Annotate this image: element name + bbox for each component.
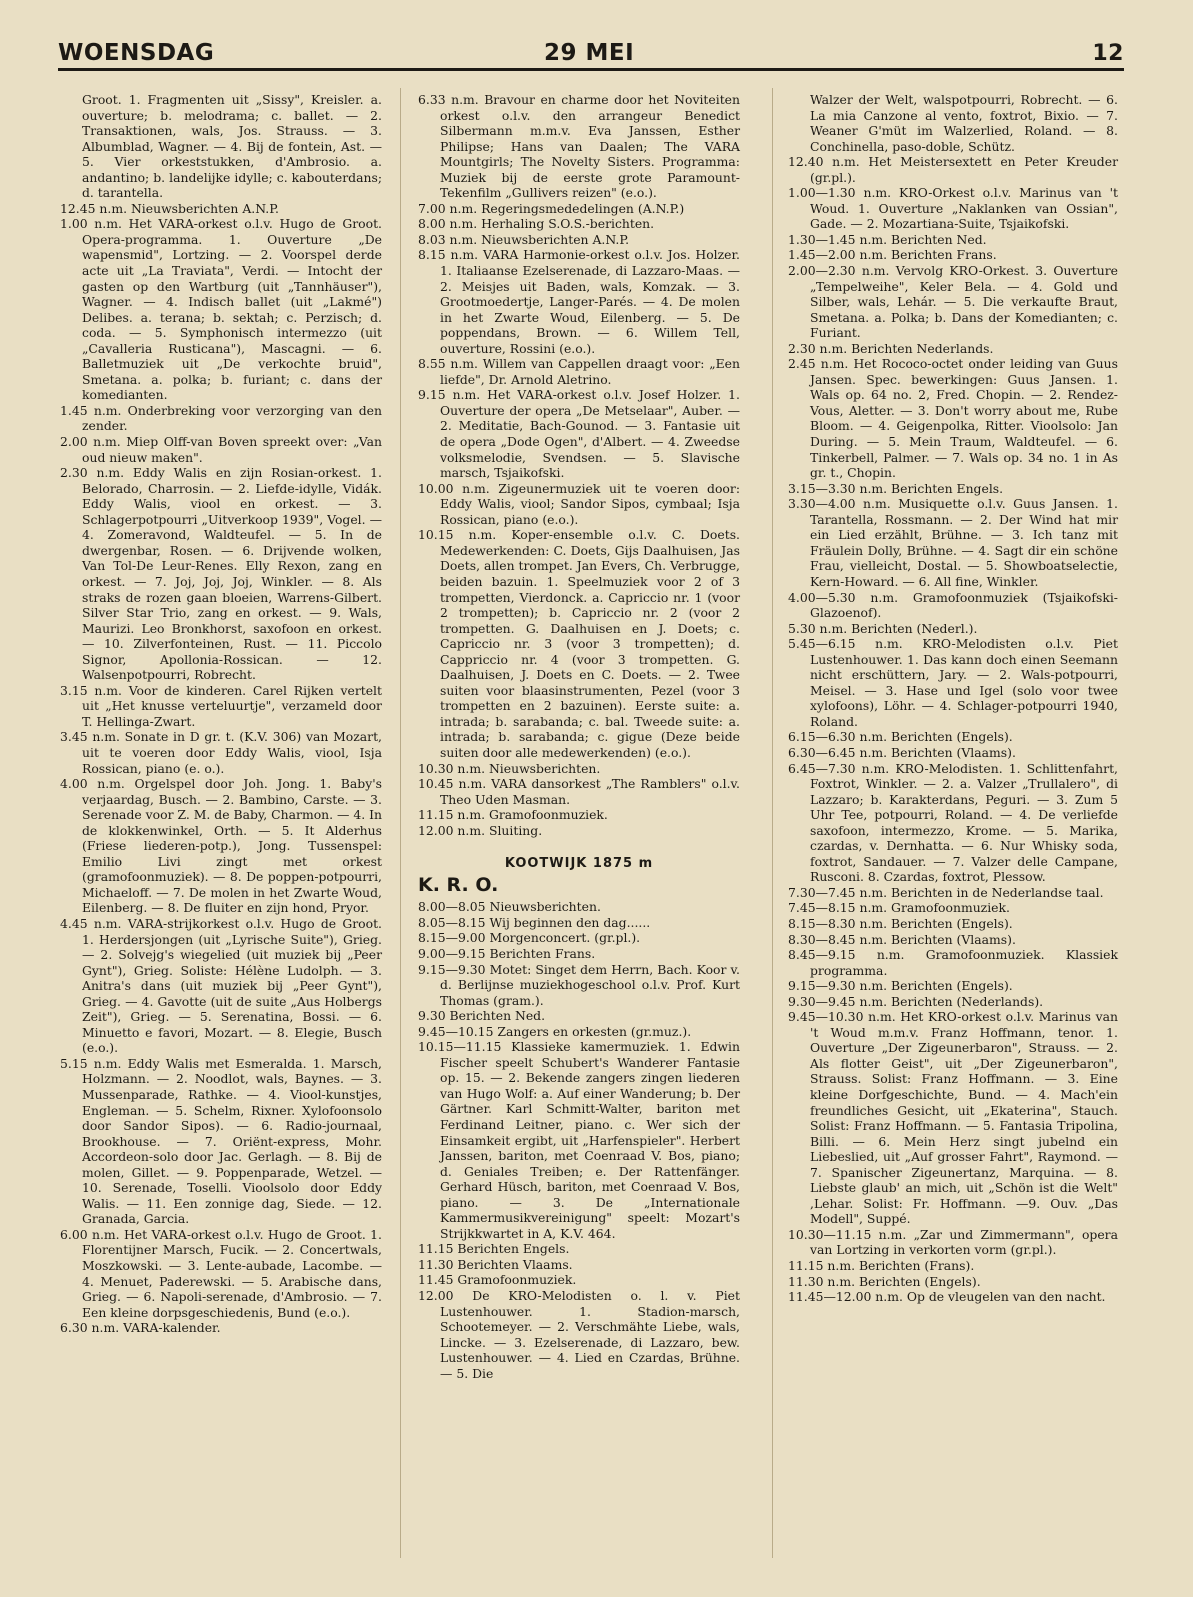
program-entry: 3.15 n.m. Voor de kinderen. Carel Rijken vertelt uit „Het knusse verteluurtje", verzameld door T. Hellinga-Zwart.: [60, 682, 382, 729]
program-entry: 11.45 Gramofoonmuziek.: [418, 1272, 577, 1288]
program-entry: 4.00—5.30 n.m. Gramofoonmuziek (Tsjaikofski-Glazoenof).: [788, 589, 1118, 621]
program-entry: 8.30—8.45 n.m. Berichten (Vlaams).: [788, 931, 1016, 947]
program-entry: 9.00—9.15 Berichten Frans.: [418, 945, 596, 961]
program-entry: 11.30 Berichten Vlaams.: [418, 1256, 573, 1272]
program-entry: 9.15—9.30 n.m. Berichten (Engels).: [788, 978, 1013, 994]
program-entry: 10.15—11.15 Klassieke kamermuziek. 1. Edwin Fischer speelt Schubert's Wanderer Fantasie op. 15. — 2. Bekende zangers zingen liederen van Hugo Wolf: a. Auf einer Wanderung; b. Der Gärtner. Karl Schmitt-Walter, bariton met Ferdinand Leitner, piano. c. Wer sich der Einsamkeit ergibt, uit „Harfenspieler". Herbert Janssen, bariton, met Coenraad V. Bos, piano; d. Geniales Treiben; e. Der Rattenfänger. Gerhard Hüsch, bariton, met Coenraad V. Bos, piano. — 3. De „Internationale Kammermusikvereinigung" speelt: Mozart's Strijkkwartet in A, K.V. 464.: [418, 1039, 740, 1241]
program-entry: Walzer der Welt, walspotpourri, Robrecht. — 6. La mia Canzone al vento, foxtrot, Bixio. — 7. Weaner G'müt im Walzerlied, Roland. — 8. Conchinella, paso-doble, Schütz.: [810, 92, 1118, 154]
program-entry: 2.30 n.m. Berichten Nederlands.: [788, 340, 994, 356]
program-entry: 1.45—2.00 n.m. Berichten Frans.: [788, 247, 997, 263]
program-entry: 3.30—4.00 n.m. Musiquette o.l.v. Guus Jansen. 1. Tarantella, Rossmann. — 2. Der Wind hat mir ein Lied erzählt, Brühne. — 3. Ich tanz mit Fräulein Dolly, Brühne. — 4. Sagt dir ein schöne Frau, vielleicht, Dostal. — 5. Showboatselectie, Kern-Howard. — 6. All fine, Winkler.: [788, 496, 1118, 589]
program-entry: 9.30 Berichten Ned.: [418, 1008, 546, 1024]
page-header: [58, 34, 1124, 71]
program-entry: 5.15 n.m. Eddy Walis met Esmeralda. 1. Marsch, Holzmann. — 2. Noodlot, wals, Baynes. — 3. Mussenparade, Rathke. — 4. Viool-kunstjes, Engleman. — 5. Schelm, Rixner. Xylofoonsolo door Sandor Sipos). — 6. Radio-journaal, Brookhouse. — 7. Oriënt-express, Mohr. Accordeon-solo door Jac. Gerlagh. — 8. Bij de molen, Gillet. — 9. Poppenparade, Wetzel. — 10. Serenade, Toselli. Vioolsolo door Eddy Walis. — 11. Een zonnige dag, Siede. — 12. Granada, Garcia.: [60, 1055, 382, 1227]
program-entry: 8.45—9.15 n.m. Gramofoonmuziek. Klassiek programma.: [788, 947, 1118, 978]
program-entry: 6.45—7.30 n.m. KRO-Melodisten. 1. Schlittenfahrt, Foxtrot, Winkler. — 2. a. Valzer „Trullalero", di Lazzaro; b. Karakterdans, Peguri. — 3. Zum 5 Uhr Tee, potpourri, Roland. — 4. De verliefde saxofoon, intermezzo, Krome. — 5. Marika, czardas, v. Dernhatta. — 6. Nur Whisky soda, foxtrot, Sandauer. — 7. Valzer delle Campane, Rusconi. 8. Czardas, foxtrot, Plessow.: [788, 760, 1118, 885]
program-entry: 8.05—8.15 Wij beginnen den dag......: [418, 914, 651, 930]
program-entry: 6.30 n.m. VARA-kalender.: [60, 1320, 221, 1336]
program-entry: 12.00 De KRO-Melodisten o. l. v. Piet Lustenhouwer. 1. Stadion-marsch, Schootemeyer. — 2. Verschmähte Liebe, wals, Lincke. — 3. Ezelserenade, di Lazzaro, bew. Lustenhouwer. — 4. Lied en Czardas, Brühne. — 5. Die: [418, 1288, 740, 1381]
program-entry: 5.30 n.m. Berichten (Nederl.).: [788, 620, 978, 636]
header-date: 29 MEI: [544, 40, 635, 66]
program-entry: 8.15—8.30 n.m. Berichten (Engels).: [788, 915, 1013, 931]
program-entry: 2.00—2.30 n.m. Vervolg KRO-Orkest. 3. Ouverture „Tempelweihe", Keler Bela. — 4. Gold und Silber, wals, Lehár. — 5. Die verkaufte Braut, Smetana. a. Polka; b. Dans der Komedianten; c. Furiant.: [788, 263, 1118, 341]
station-heading: KOOTWIJK 1875 m: [504, 856, 654, 872]
program-entry: 1.45 n.m. Onderbreking voor verzorging van den zender.: [60, 402, 382, 434]
program-entry: 9.30—9.45 n.m. Berichten (Nederlands).: [788, 993, 1044, 1009]
program-entry: 1.30—1.45 n.m. Berichten Ned.: [788, 231, 987, 247]
header-day: WOENSDAG: [58, 40, 215, 66]
column-divider: [772, 88, 773, 1558]
program-entry: 6.33 n.m. Bravour en charme door het Noviteiten orkest o.l.v. den arrangeur Benedict Silbermann m.m.v. Eva Janssen, Esther Philipse; Hans van Daalen; The VARA Mountgirls; The Novelty Sisters. Programma: Muziek bij de eerste grote Paramount-Tekenfilm „Gullivers reizen" (e.o.).: [418, 92, 740, 201]
program-entry: 11.45—12.00 n.m. Op de vleugelen van den nacht.: [788, 1289, 1106, 1305]
program-entry: 12.45 n.m. Nieuwsberichten A.N.P.: [60, 200, 279, 216]
program-entry: 9.45—10.15 Zangers en orkesten (gr.muz.).: [418, 1023, 692, 1039]
program-entry: 2.00 n.m. Miep Olff-van Boven spreekt over: „Van oud nieuw maken".: [60, 434, 382, 465]
program-entry: 4.00 n.m. Orgelspel door Joh. Jong. 1. Baby's verjaardag, Busch. — 2. Bambino, Carste. — 3. Serenade voor Z. M. de Baby, Charmon. — 4. In de klokkenwinkel, Orth. — 5. It Alderhus (Friese liederen-potp.), Jong. Tussenspel: Emilio Livi zingt met orkest (gramofoonmuziek). — 8. De poppen-potpourri, Michaeloff. — 7. De molen in het Zwarte Woud, Eilenberg. — 8. De fluiter en zijn hond, Pryor.: [60, 776, 382, 916]
program-entry: 10.30—11.15 n.m. „Zar und Zimmermann", opera van Lortzing in verkorten vorm (gr.pl.).: [788, 1226, 1118, 1258]
program-entry: 10.15 n.m. Koper-ensemble o.l.v. C. Doets. Medewerkenden: C. Doets, Gijs Daalhuisen, Jas Doets, allen trompet. Jan Evers, Ch. Verbrugge, beiden bazuin. 1. Speelmuziek voor 2 of 3 trompetten, Vierdonck. a. Capriccio nr. 1 (voor 2 trompetten); b. Capriccio nr. 2 (voor 2 trompetten. G. Daalhuisen en J. Doets; c. Capriccio nr. 3 (voor 3 trompetten); d. Cappriccio nr. 4 (voor 3 trompetten. G. Daalhuisen, J. Doets en C. Doets. — 2. Twee suiten voor blaasinstrumenten, Pezel (voor 3 trompetten en 2 bazuinen). Eerste suite: a. intrada; b. sarabanda; c. bal. Tweede suite: a. intrada; b. sarabanda; c. gigue (Deze beide suiten door alle medewerkenden) (e.o.).: [418, 527, 740, 760]
program-entry: 6.00 n.m. Het VARA-orkest o.l.v. Hugo de Groot. 1. Florentijner Marsch, Fucik. — 2. Concertwals, Moszkowski. — 3. Lente-aubade, Lacombe. — 4. Menuet, Paderewski. — 5. Arabische dans, Grieg. — 6. Napoli-serenade, d'Ambrosio. — 7. Een kleine dorpsgeschiedenis, Bund (e.o.).: [60, 1226, 382, 1320]
program-entry: 7.45—8.15 n.m. Gramofoonmuziek.: [788, 900, 1010, 916]
program-entry: 11.15 n.m. Gramofoonmuziek.: [418, 807, 608, 823]
program-entry: 8.00—8.05 Nieuwsberichten.: [418, 899, 601, 915]
column-2-bottom: [418, 899, 740, 1381]
header-page-number: 12: [1092, 41, 1124, 66]
program-entry: 3.15—3.30 n.m. Berichten Engels.: [788, 480, 1004, 496]
program-entry: 1.00 n.m. Het VARA-orkest o.l.v. Hugo de Groot. Opera-programma. 1. Ouverture „De wapensmid", Lortzing. — 2. Voorspel derde acte uit „La Traviata", Verdi. — Intocht der gasten op den Wartburg (uit „Tannhäuser"), Wagner. — 4. Indisch ballet (uit „Lakmé") Delibes. a. terana; b. sektah; c. Perzisch; d. coda. — 5. Symphonisch intermezzo (uit „Cavalleria Rusticana"), Mascagni. — 6. Balletmuziek uit „De verkochte bruid", Smetana. a. polka; b. furiant; c. dans der komedianten.: [60, 216, 382, 403]
program-entry: 11.30 n.m. Berichten (Engels).: [788, 1273, 981, 1289]
program-entry: 1.00—1.30 n.m. KRO-Orkest o.l.v. Marinus van 't Woud. 1. Ouverture „Naklanken van Ossian", Gade. — 2. Mozartiana-Suite, Tsjaikofski.: [788, 185, 1118, 232]
program-entry: 3.45 n.m. Sonate in D gr. t. (K.V. 306) van Mozart, uit te voeren door Eddy Walis, viool, Isja Rossican, piano (e. o.).: [60, 729, 382, 776]
broadcaster-heading: K. R. O.: [418, 873, 499, 896]
program-entry: 8.03 n.m. Nieuwsberichten A.N.P.: [418, 231, 630, 247]
column-3: [788, 92, 1118, 1305]
program-entry: 10.45 n.m. VARA dansorkest „The Ramblers" o.l.v. Theo Uden Masman.: [418, 776, 740, 807]
program-entry: 6.15—6.30 n.m. Berichten (Engels).: [788, 729, 1013, 745]
column-1: [60, 92, 382, 1336]
program-entry: 11.15 Berichten Engels.: [418, 1241, 570, 1257]
program-entry: 9.45—10.30 n.m. Het KRO-orkest o.l.v. Marinus van 't Woud m.m.v. Franz Hoffmann, tenor. 1. Ouverture „Der Zigeunerbaron", Strauss. — 2. Als flotter Geist", uit „Der Zigeunerbaron", Strauss. Solist: Franz Hoffmann. — 3. Eine kleine Dorfgeschichte, Bund. — 4. Mach'ein freundliches Gesicht, uit „Ekaterina", Stauch. Solist: Franz Hoffmann. — 5. Fantasia Tripolina, Billi. — 6. Mein Herz singt jubelnd ein Liebeslied, uit „Auf grosser Fahrt", Raymond. — 7. Spanischer Zigeunertanz, Marquina. — 8. Liebste glaub' an mich, uit „Schön ist die Welt" ,Lehar. Solist: Fr. Hoffmann. —9. Ouv. „Das Modell", Suppé.: [788, 1009, 1118, 1227]
column-2-top: [418, 92, 740, 838]
program-entry: 2.30 n.m. Eddy Walis en zijn Rosian-orkest. 1. Belorado, Charrosin. — 2. Liefde-idylle, Vidák. Eddy Walis, viool en orkest. — 3. Schlagerpotpourri „Uitverkoop 1939", Vogel. — 4. Zomeravond, Waldteufel. — 5. In de dwergenbar, Rosen. — 6. Drijvende wolken, Van Tol-De Leur-Renes. Elly Rexon, zang en orkest. — 7. Joj, Joj, Joj, Winkler. — 8. Als straks de rozen gaan bloeien, Warrens-Gilbert. Silver Star Trio, zang en orkest. — 9. Wals, Maurizi. Leo Bronkhorst, saxofoon en orkest. — 10. Zilverfonteinen, Rust. — 11. Piccolo Signor, Apollonia-Rossican. — 12. Walsenpotpourri, Robrecht.: [60, 465, 382, 683]
program-entry: 8.15 n.m. VARA Harmonie-orkest o.l.v. Jos. Holzer. 1. Italiaanse Ezelserenade, di Lazzaro-Maas. — 2. Meisjes uit Baden, wals, Komzak. — 3. Grootmoedertje, Langer-Parés. — 4. De molen in het Zwarte Woud, Eilenberg. — 5. De poppendans, Brown. — 6. Willem Tell, ouverture, Rossini (e.o.).: [418, 247, 740, 356]
program-entry: 2.45 n.m. Het Rococo-octet onder leiding van Guus Jansen. Spec. bewerkingen: Guus Jansen. 1. Wals op. 64 no. 2, Fred. Chopin. — 2. Rendez-Vous, Aletter. — 3. Don't worry about me, Rube Bloom. — 4. Geigenpolka, Ritter. Vioolsolo: Jan During. — 5. Mein Traum, Waldteufel. — 6. Tinkerbell, Palmer. — 7. Wals op. 34 no. 1 in As gr. t., Chopin.: [788, 356, 1118, 481]
program-entry: 7.30—7.45 n.m. Berichten in de Nederlandse taal.: [788, 884, 1104, 900]
program-entry: 11.15 n.m. Berichten (Frans).: [788, 1258, 975, 1274]
program-entry: 10.30 n.m. Nieuwsberichten.: [418, 760, 601, 776]
program-entry: 8.00 n.m. Herhaling S.O.S.-berichten.: [418, 216, 655, 232]
program-entry: 9.15 n.m. Het VARA-orkest o.l.v. Josef Holzer. 1. Ouverture der opera „De Metselaar", Auber. — 2. Meditatie, Bach-Gounod. — 3. Fantasie uit de opera „Dode Ogen", d'Albert. — 4. Zweedse volksmelodie, Svendsen. — 5. Slavische marsch, Tsjaikofski.: [418, 387, 740, 481]
program-entry: 8.15—9.00 Morgenconcert. (gr.pl.).: [418, 930, 641, 946]
column-divider: [400, 88, 401, 1558]
column-2: [418, 92, 740, 1381]
program-entry: 7.00 n.m. Regeringsmededelingen (A.N.P.): [418, 200, 685, 216]
program-entry: 6.30—6.45 n.m. Berichten (Vlaams).: [788, 744, 1016, 760]
program-entry: 4.45 n.m. VARA-strijkorkest o.l.v. Hugo de Groot. 1. Herdersjongen (uit „Lyrische Suite"), Grieg. — 2. Solvejg's wiegelied (uit muziek bij „Peer Gynt"), Grieg. Soliste: Hélène Ludolph. — 3. Anitra's dans (uit muziek bij „Peer Gynt"), Grieg. — 4. Gavotte (uit de suite „Aus Holbergs Zeit"), Grieg. — 5. Serenatina, Bossi. — 6. Minuetto e favori, Mozart. — 8. Elegie, Busch (e.o.).: [60, 915, 382, 1056]
program-entry: 5.45—6.15 n.m. KRO-Melodisten o.l.v. Piet Lustenhouwer. 1. Das kann doch einen Seemann nicht erschüttern, Jary. — 2. Wals-potpourri, Meisel. — 3. Hase und Igel (solo voor twee xylofoons), Löhr. — 4. Schlager-potpourri 1940, Roland.: [788, 636, 1118, 729]
program-entry: 9.15—9.30 Motet: Singet dem Herrn, Bach. Koor v. d. Berlijnse muziekhogeschool o.l.v. Prof. Kurt Thomas (gram.).: [418, 961, 740, 1008]
program-entry: Groot. 1. Fragmenten uit „Sissy", Kreisler. a. ouverture; b. melodrama; c. ballet. — 2. Transaktionen, wals, Jos. Strauss. — 3. Albumblad, Wagner. — 4. Bij de fontein, Ast. — 5. Vier orkeststukken, d'Ambrosio. a. andantino; b. landelijke idylle; c. kabouterdans; d. tarantella.: [82, 92, 382, 201]
program-entry: 8.55 n.m. Willem van Cappellen draagt voor: „Een liefde", Dr. Arnold Aletrino.: [418, 356, 740, 387]
program-entry: 10.00 n.m. Zigeunermuziek uit te voeren door: Eddy Walis, viool; Sandor Sipos, cymbaal; Isja Rossican, piano (e.o.).: [418, 480, 740, 527]
program-entry: 12.40 n.m. Het Meistersextett en Peter Kreuder (gr.pl.).: [788, 154, 1118, 185]
program-entry: 12.00 n.m. Sluiting.: [418, 822, 543, 838]
